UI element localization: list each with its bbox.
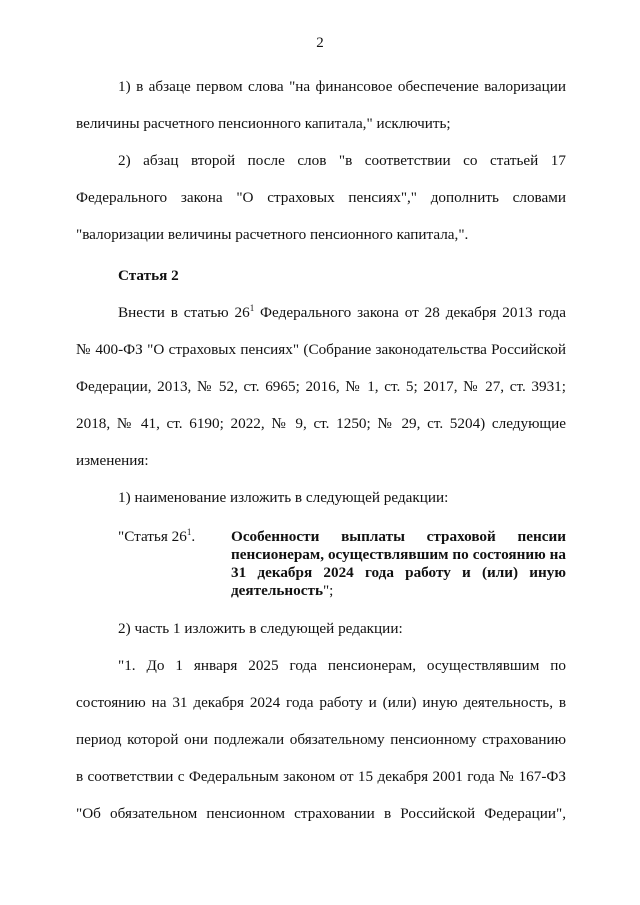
paragraph-4: 1) наименование изложить в следующей редакции: [118, 489, 449, 506]
article-2-heading: Статья 2 [118, 267, 179, 284]
article-26-1-title [231, 528, 566, 600]
paragraph-3-line-2: № 400-ФЗ "О страховых пенсиях" (Собрание законодательства Российской [76, 341, 566, 358]
paragraph-1-line-2: величины расчетного пенсионного капитала," исключить; [76, 115, 451, 132]
paragraph-2-line-2: Федерального закона "О страховых пенсиях"," дополнить словами [76, 189, 566, 206]
paragraph-3-line-5: изменения: [76, 452, 149, 469]
page-number: 2 [316, 35, 324, 51]
paragraph-3 [76, 294, 566, 479]
paragraph-2-line-3: "валоризации величины расчетного пенсионного капитала,". [76, 226, 469, 243]
paragraph-6-line-1: "1. До 1 января 2025 года пенсионерам, осуществлявшим по [118, 657, 566, 674]
superscript-1: 1 [249, 302, 255, 313]
paragraph-6-line-4: в соответствии с Федеральным законом от 15 декабря 2001 года № 167-ФЗ [76, 768, 566, 785]
paragraph-6-line-3: период которой они подлежали обязательному пенсионному страхованию [76, 731, 566, 748]
article-title-bold-text: Особенности выплаты страховой пенсии пенсионерам, осуществлявшим по состоянию на 31 декабря 2024 года работу и (или) иную деятельность [231, 528, 566, 599]
paragraph-3-line-1 [76, 294, 566, 331]
article-title-end: "; [322, 582, 334, 599]
paragraph-6-line-2: состоянию на 31 декабря 2024 года работу и (или) иную деятельность, в [76, 694, 566, 711]
article-26-1-title-block [76, 528, 566, 600]
paragraph-2-line-1: 2) абзац второй после слов "в соответствии со статьей 17 [118, 152, 566, 169]
article-label-dot: . [191, 528, 196, 545]
article-26-1-label [118, 528, 195, 546]
paragraph-2 [76, 142, 566, 253]
paragraph-3-line-1-start: Внести в статью 26 [118, 304, 250, 321]
paragraph-5: 2) часть 1 изложить в следующей редакции: [118, 620, 403, 637]
paragraph-1 [76, 68, 566, 142]
article-label-text: "Статья 26 [118, 528, 187, 545]
document-body [76, 68, 566, 832]
article-label-superscript: 1 [186, 526, 192, 537]
paragraph-1-line-1: 1) в абзаце первом слова "на финансовое обеспечение валоризации [118, 78, 566, 95]
paragraph-6-line-5: "Об обязательном пенсионном страховании в Российской Федерации", [76, 805, 566, 822]
paragraph-3-line-3: Федерации, 2013, № 52, ст. 6965; 2016, № 1, ст. 5; 2017, № 27, ст. 3931; [76, 378, 566, 395]
paragraph-3-line-1-end: Федерального закона от 28 декабря 2013 года [254, 304, 566, 321]
paragraph-3-line-4: 2018, № 41, ст. 6190; 2022, № 9, ст. 1250; № 29, ст. 5204) следующие [76, 415, 566, 432]
paragraph-6 [76, 647, 566, 832]
